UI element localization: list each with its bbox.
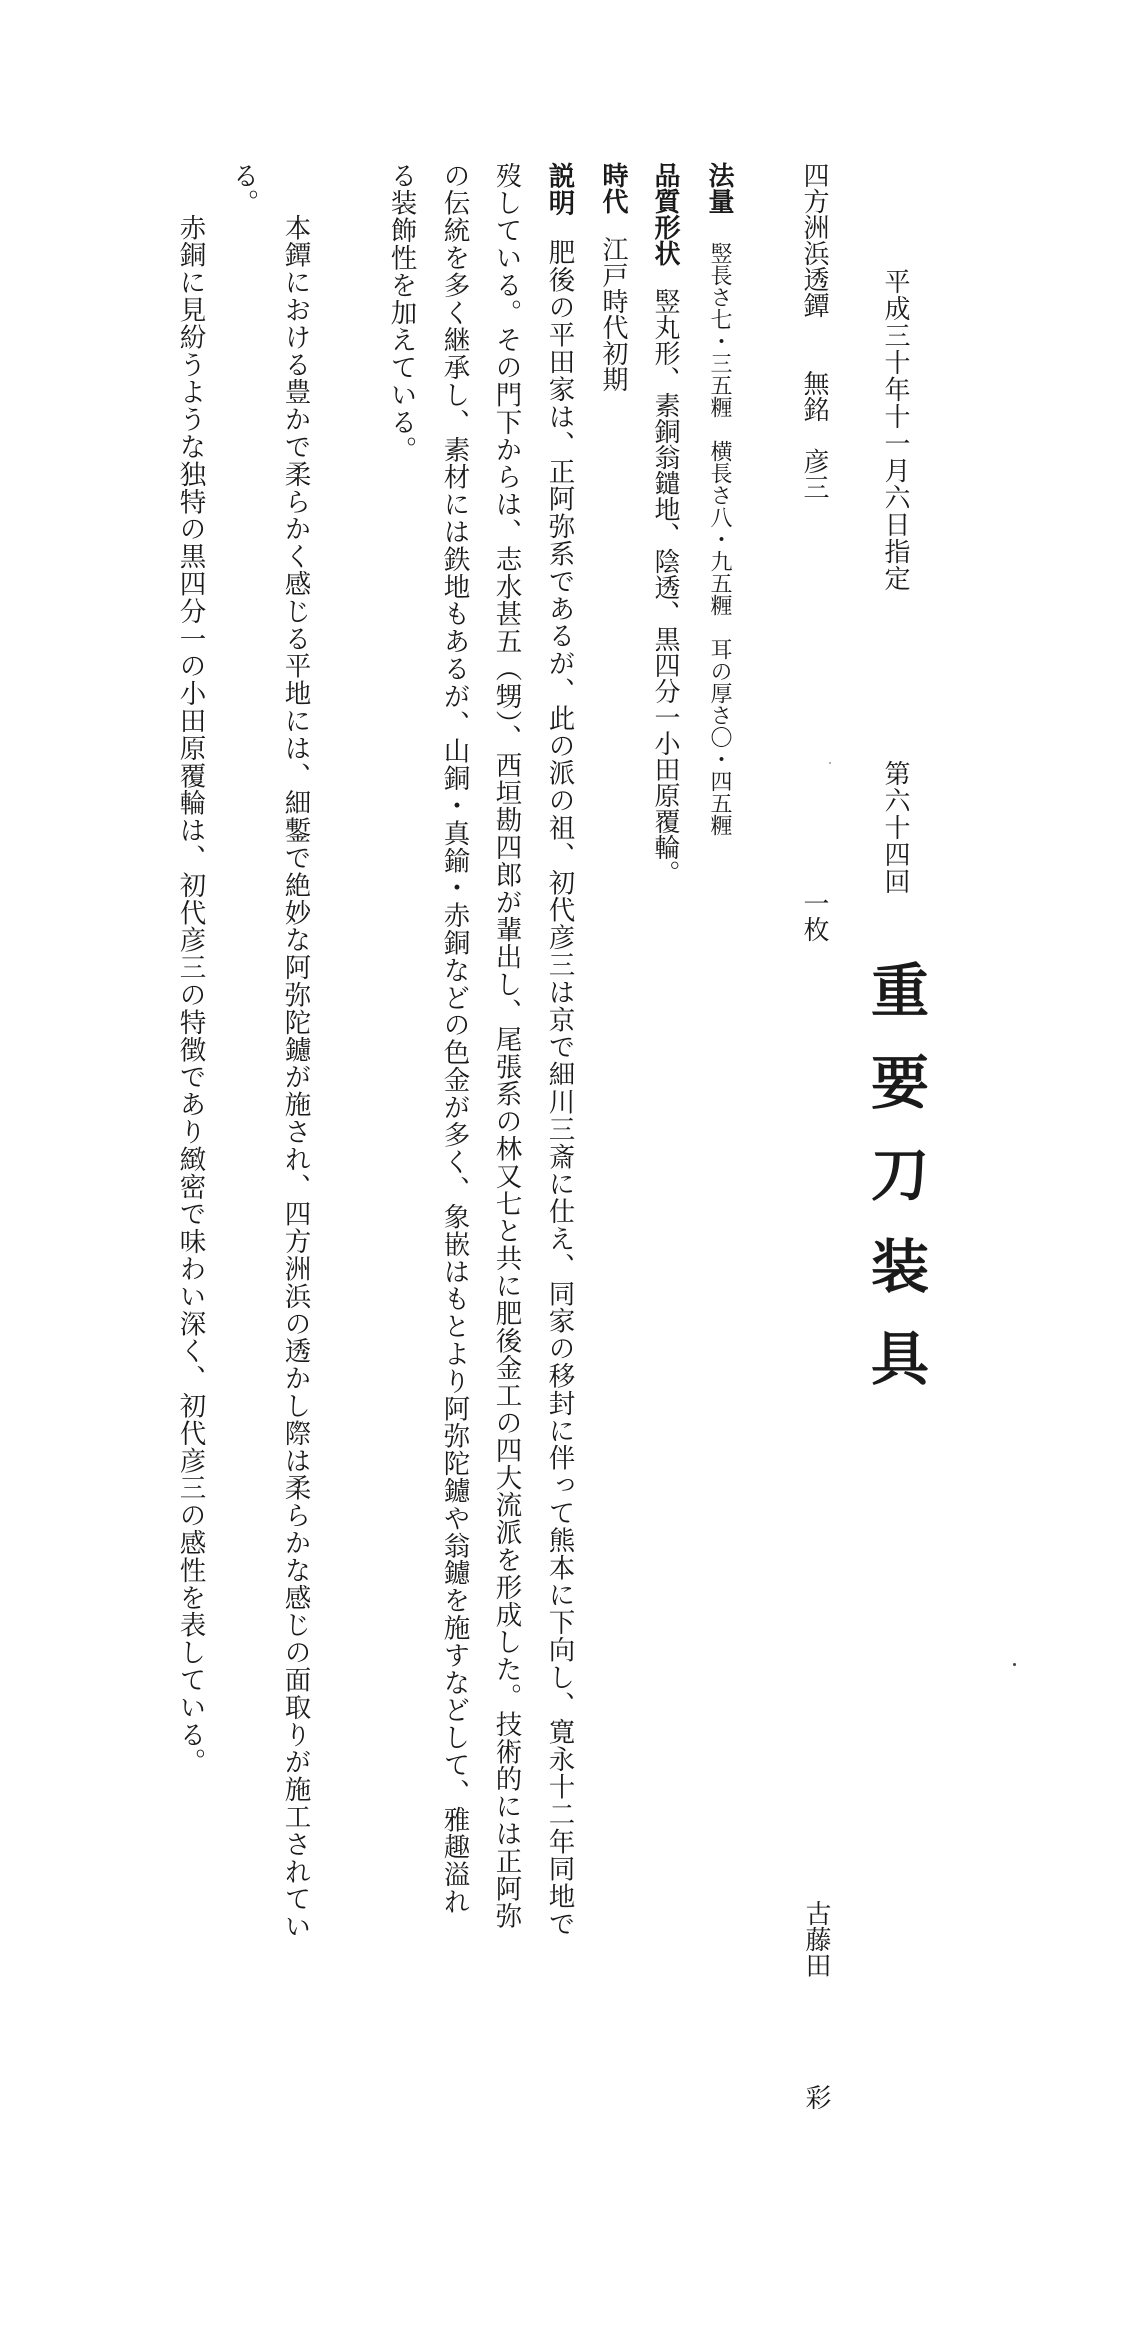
measurements-row bbox=[706, 162, 732, 836]
author-given-name: 彩 bbox=[801, 2084, 831, 2110]
period-value: 江戸時代初期 bbox=[598, 236, 628, 392]
description-text-1: 肥後の平田家は、正阿弥系であるが、此の派の祖、初代彦三は京で細川三斎に仕え、同家の移封に伴って熊本に下向し、寛永十二年同地で bbox=[543, 238, 575, 1938]
description-line-2: 歿している。その門下からは、志水甚五（甥）、西垣勘四郎が輩出し、尾張系の林又七と共に肥後金工の四大流派を形成した。技術的には正阿弥 bbox=[490, 162, 522, 1930]
description-label: 説明 bbox=[543, 162, 575, 217]
author-name bbox=[803, 1900, 829, 2110]
description-line-5: 本鐔における豊かで柔らかく感じる平地には、細鏨で絶妙な阿弥陀鑢が施され、四方洲浜の透かし際は柔らかな感じの面取りが施工されてい bbox=[279, 214, 311, 1941]
designation-date: 平成三十年十一月六日指定 bbox=[880, 268, 910, 592]
description-line-6: る。 bbox=[227, 162, 259, 217]
form-label: 品質形状 bbox=[650, 162, 680, 266]
period-label: 時代 bbox=[598, 162, 628, 214]
measurements-value: 竪長さ七・三五糎 横長さ八・九五糎 耳の厚さ〇・四五糎 bbox=[707, 242, 732, 836]
session-number: 第六十四回 bbox=[880, 760, 910, 895]
form-row bbox=[652, 162, 678, 886]
period-row bbox=[600, 162, 626, 392]
item-count: 一枚 bbox=[799, 890, 829, 942]
scan-speck bbox=[1013, 1663, 1016, 1666]
item-signature: 無銘 彦三 bbox=[799, 370, 829, 500]
page-title: 重要刀装具 bbox=[861, 960, 929, 1420]
scan-speck bbox=[829, 762, 831, 764]
description-line-4: る装飾性を加えている。 bbox=[385, 162, 417, 464]
form-value: 竪丸形、素銅翁鑓地、陰透、黒四分一小田原覆輪。 bbox=[650, 288, 680, 886]
author-surname: 古藤田 bbox=[801, 1900, 831, 1978]
description-line-3: の伝統を多く継承し、素材には鉄地もあるが、山銅・真鍮・赤銅などの色金が多く、象嵌はもとより阿弥陀鑢や翁鑢を施すなどして、雅趣溢れ bbox=[438, 162, 470, 1916]
description-line-1 bbox=[543, 162, 575, 1938]
measurements-label: 法量 bbox=[704, 162, 734, 214]
item-name: 四方洲浜透鐔 bbox=[799, 162, 829, 318]
description-line-7: 赤銅に見紛うような独特の黒四分一の小田原覆輪は、初代彦三の特徴であり緻密で味わい深く、初代彦三の感性を表している。 bbox=[174, 214, 206, 1776]
